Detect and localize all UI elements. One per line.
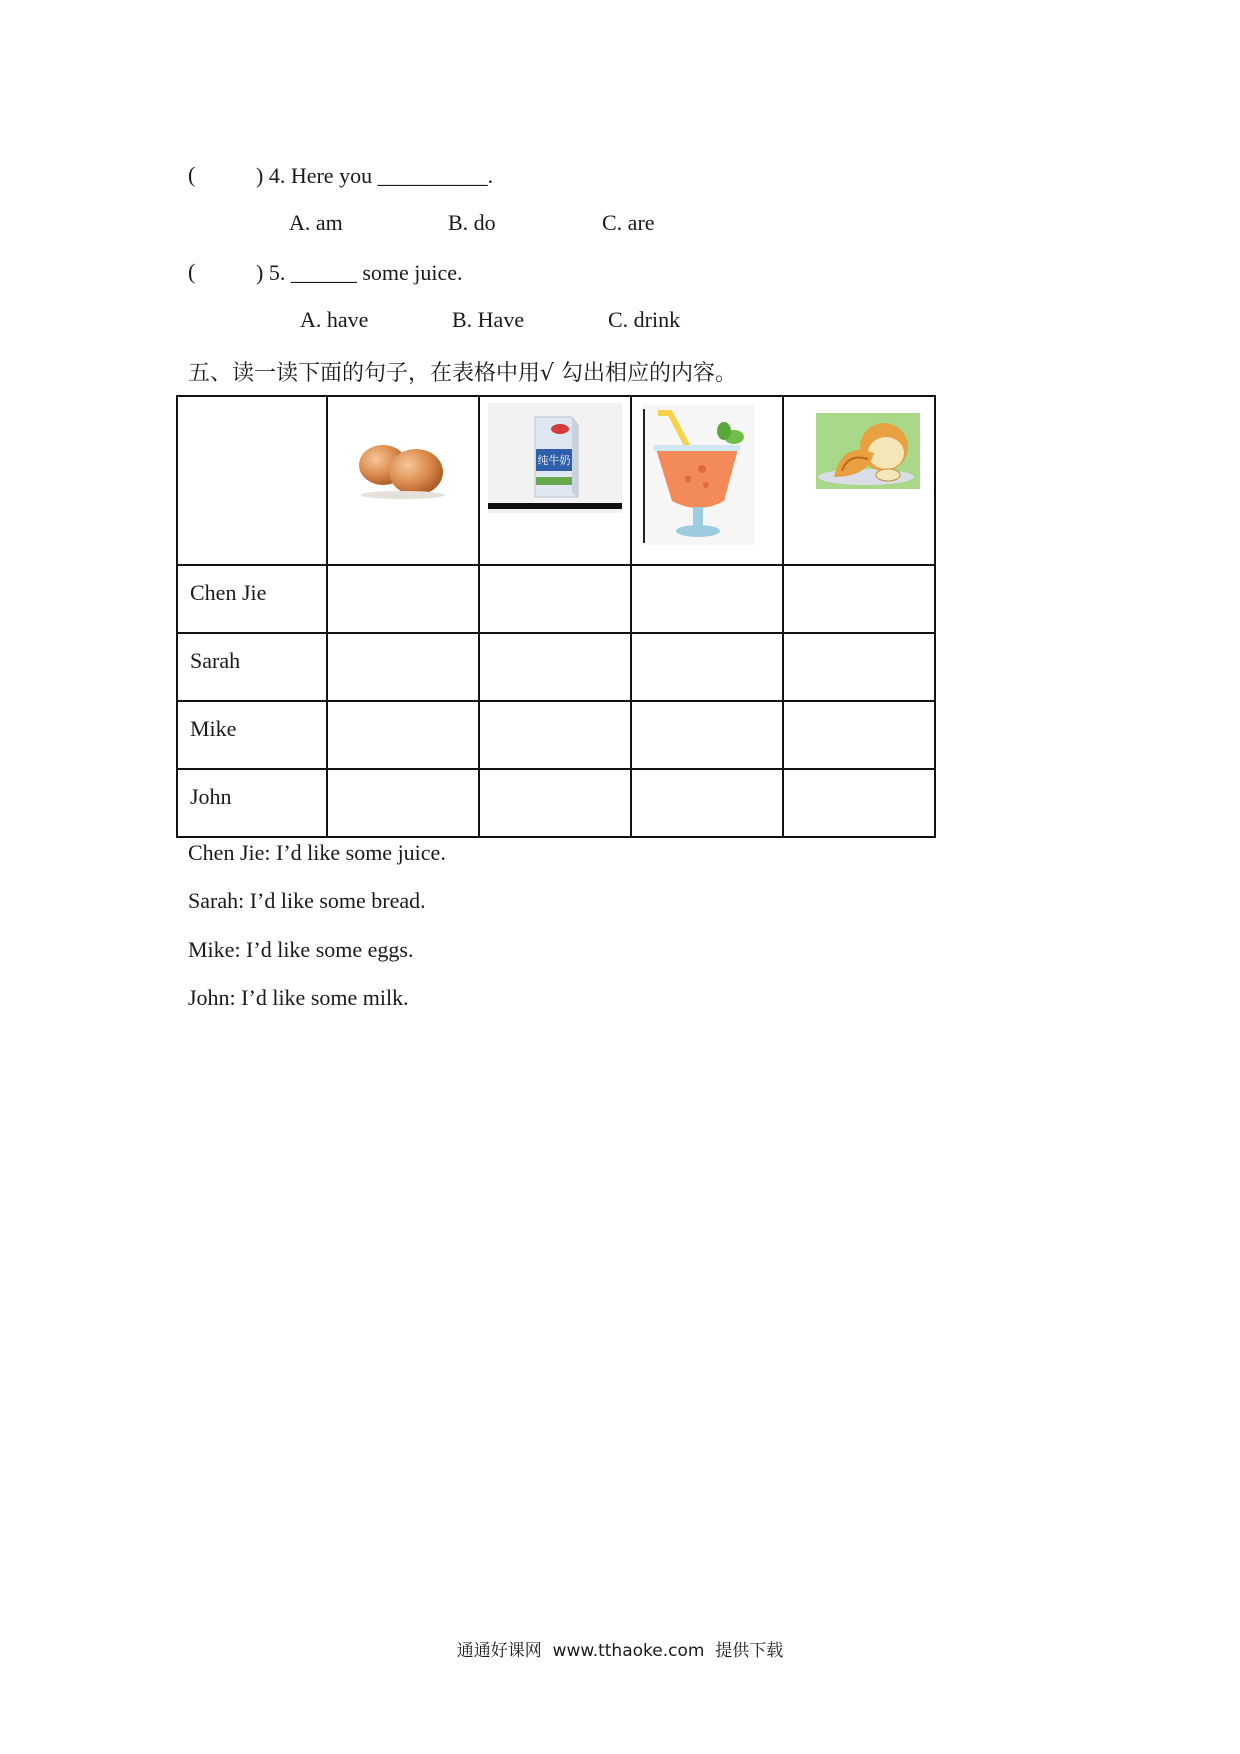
check-cell-bread[interactable] xyxy=(783,769,935,837)
check-cell-bread[interactable] xyxy=(783,701,935,769)
check-cell-eggs[interactable] xyxy=(327,769,479,837)
eggs-column-header xyxy=(327,396,479,565)
row-name-cell xyxy=(177,769,327,837)
question-4-option-b: B. do xyxy=(448,210,496,235)
check-cell-eggs[interactable] xyxy=(327,701,479,769)
check-cell-eggs[interactable] xyxy=(327,633,479,701)
sentence-sarah: Sarah: I’d like some bread. xyxy=(188,888,426,913)
table-corner-cell xyxy=(177,396,327,565)
question-4-text: ) 4. Here you __________. xyxy=(256,163,494,188)
row-name: Sarah xyxy=(190,648,241,673)
table-row xyxy=(177,701,935,769)
check-cell-juice[interactable] xyxy=(631,769,783,837)
sentence-mike: Mike: I’d like some eggs. xyxy=(188,937,414,962)
row-name-cell xyxy=(177,701,327,769)
question-5-option-a: A. have xyxy=(300,307,369,332)
bread-icon xyxy=(784,397,934,559)
table-row xyxy=(177,565,935,633)
question-4-option-c: C. are xyxy=(602,210,655,235)
answer-paren-open-4: ( xyxy=(188,162,196,187)
check-cell-juice[interactable] xyxy=(631,565,783,633)
eggs-icon xyxy=(328,397,478,559)
row-name-cell xyxy=(177,565,327,633)
milk-carton-icon xyxy=(480,397,630,559)
juice-glass-icon xyxy=(632,397,782,559)
check-cell-milk[interactable] xyxy=(479,701,631,769)
check-cell-milk[interactable] xyxy=(479,633,631,701)
sentence-john: John: I’d like some milk. xyxy=(188,985,409,1010)
page-footer: 通通好课网 www.tthaoke.com 提供下载 xyxy=(456,1641,784,1661)
check-cell-bread[interactable] xyxy=(783,633,935,701)
row-name: Chen Jie xyxy=(190,580,267,605)
check-cell-juice[interactable] xyxy=(631,633,783,701)
question-5-text: ) 5. ______ some juice. xyxy=(256,260,463,285)
check-cell-juice[interactable] xyxy=(631,701,783,769)
juice-column-header xyxy=(631,396,783,565)
milk-column-header xyxy=(479,396,631,565)
row-name: Mike xyxy=(190,716,237,741)
sentence-chen-jie: Chen Jie: I’d like some juice. xyxy=(188,840,446,865)
section-heading: 五、读一读下面的句子，在表格中用√ 勾出相应的内容。 xyxy=(188,361,738,386)
question-5-option-c: C. drink xyxy=(608,307,681,332)
table-row xyxy=(177,769,935,837)
check-cell-eggs[interactable] xyxy=(327,565,479,633)
check-cell-milk[interactable] xyxy=(479,769,631,837)
table-row xyxy=(177,633,935,701)
bread-column-header xyxy=(783,396,935,565)
row-name-cell xyxy=(177,633,327,701)
check-cell-bread[interactable] xyxy=(783,565,935,633)
answer-paren-open-5: ( xyxy=(188,259,196,284)
table-header-row xyxy=(177,396,935,565)
food-check-table xyxy=(176,395,936,838)
row-name: John xyxy=(190,784,232,809)
question-4-option-a: A. am xyxy=(289,210,343,235)
check-cell-milk[interactable] xyxy=(479,565,631,633)
milk-carton-label: 纯牛奶 xyxy=(537,454,571,467)
question-5-option-b: B. Have xyxy=(452,307,525,332)
